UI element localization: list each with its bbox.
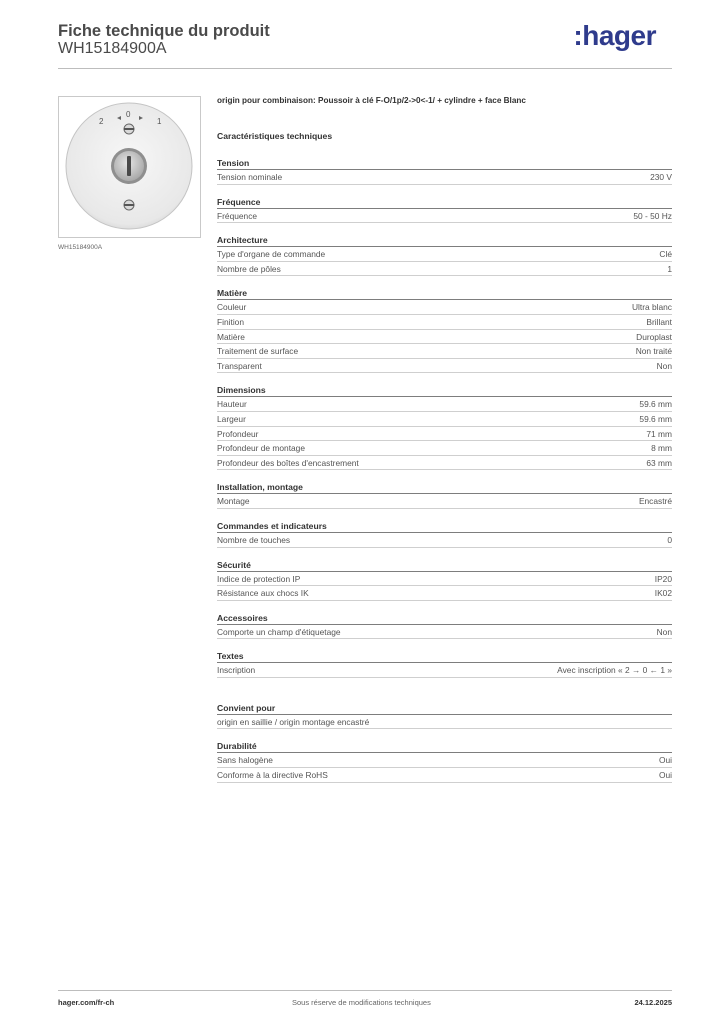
header-divider — [58, 68, 672, 69]
dial-label-0: 0 — [126, 110, 131, 119]
spec-row — [217, 441, 672, 456]
spec-value: Encastré — [638, 496, 672, 507]
spec-row — [217, 715, 672, 730]
page-header — [58, 20, 672, 70]
group-title: Convient pour — [217, 701, 672, 715]
spec-row — [217, 300, 672, 315]
spec-label: Profondeur — [217, 428, 259, 439]
group-textes — [217, 649, 672, 678]
spec-label: Nombre de touches — [217, 534, 291, 545]
group-frequence — [217, 195, 672, 224]
spec-value: 59.6 mm — [639, 399, 672, 410]
group-commandes — [217, 519, 672, 548]
group-convient-pour — [217, 701, 672, 730]
spec-row — [217, 768, 672, 783]
document-title: Fiche technique du produit — [58, 22, 270, 40]
spec-label: Montage — [217, 496, 250, 507]
spec-value: Oui — [658, 770, 672, 781]
group-tension — [217, 156, 672, 185]
spec-row — [217, 397, 672, 412]
spec-value: Non — [656, 360, 672, 371]
spec-label: Comporte un champ d'étiquetage — [217, 626, 341, 637]
spec-value: IK02 — [654, 588, 672, 599]
group-title: Fréquence — [217, 195, 672, 209]
group-dimensions — [217, 383, 672, 470]
spec-value: 71 mm — [646, 428, 672, 439]
group-title: Durabilité — [217, 739, 672, 753]
product-reference: WH15184900A — [58, 40, 167, 57]
spec-row — [217, 170, 672, 185]
spec-value: Non — [656, 626, 672, 637]
spec-label: Transparent — [217, 360, 262, 371]
spec-label: Largeur — [217, 413, 246, 424]
spec-row — [217, 330, 672, 345]
spec-label: Hauteur — [217, 399, 247, 410]
spec-value: 59.6 mm — [639, 413, 672, 424]
group-title: Dimensions — [217, 383, 672, 397]
spec-row — [217, 412, 672, 427]
spec-value: 0 — [667, 534, 672, 545]
spec-value: Avec inscription « 2 → 0 ← 1 » — [557, 665, 672, 676]
footer-notice: Sous réserve de modifications techniques — [292, 998, 431, 1007]
spec-value: 230 V — [650, 172, 672, 182]
image-caption: WH15184900A — [58, 244, 103, 251]
footer-date: 24.12.2025 — [634, 998, 672, 1007]
spec-value: 50 - 50 Hz — [633, 210, 672, 221]
group-securite — [217, 558, 672, 601]
spec-label: Profondeur de montage — [217, 443, 305, 454]
product-description: origin pour combinaison: Poussoir à clé F-O/1p/2->0<-1/ + cylindre + face Blanc — [217, 96, 526, 105]
group-title: Commandes et indicateurs — [217, 519, 672, 533]
spec-label: Résistance aux chocs IK — [217, 588, 309, 599]
website-link[interactable]: hager.com/fr-ch — [58, 998, 115, 1007]
spec-label: Inscription — [217, 665, 256, 676]
spec-label: Matière — [217, 331, 245, 342]
spec-label: Traitement de surface — [217, 346, 299, 357]
spec-value: Clé — [659, 249, 672, 260]
spec-label: Nombre de pôles — [217, 263, 281, 274]
spec-label: Tension nominale — [217, 172, 283, 182]
group-title: Matière — [217, 286, 672, 300]
spec-row — [217, 456, 672, 471]
group-title: Tension — [217, 156, 672, 170]
spec-row — [217, 262, 672, 277]
spec-value: Brillant — [646, 316, 672, 327]
specs-heading: Caractéristiques techniques — [217, 131, 333, 141]
group-architecture — [217, 233, 672, 276]
spec-row — [217, 533, 672, 548]
spec-row — [217, 572, 672, 587]
spec-value: 63 mm — [646, 457, 672, 468]
group-matiere — [217, 286, 672, 373]
spec-row — [217, 247, 672, 262]
group-title: Installation, montage — [217, 480, 672, 494]
spec-row — [217, 344, 672, 359]
spec-row — [217, 427, 672, 442]
spec-value: Duroplast — [636, 331, 672, 342]
page-footer — [58, 996, 672, 1010]
spec-value: 1 — [667, 263, 672, 274]
spec-row — [217, 359, 672, 374]
spec-value: IP20 — [654, 573, 672, 584]
spec-label: Finition — [217, 316, 244, 327]
key-switch-illustration — [59, 97, 200, 237]
group-title: Sécurité — [217, 558, 672, 572]
spec-label: Sans halogène — [217, 755, 273, 766]
spec-value: Oui — [658, 755, 672, 766]
group-installation — [217, 480, 672, 509]
product-image — [58, 96, 201, 238]
group-title: Textes — [217, 649, 672, 663]
spec-value: Non traité — [635, 346, 672, 357]
spec-label: Conforme à la directive RoHS — [217, 770, 328, 781]
spec-label: Fréquence — [217, 210, 258, 221]
spec-row — [217, 315, 672, 330]
spec-label: Type d'organe de commande — [217, 249, 326, 260]
dial-label-1: 1 — [157, 117, 162, 126]
spec-label: Indice de protection IP — [217, 573, 301, 584]
footer-divider — [58, 990, 672, 991]
group-title: Accessoires — [217, 611, 672, 625]
spec-value: 8 mm — [651, 443, 672, 454]
group-durabilite — [217, 739, 672, 782]
spec-label: Couleur — [217, 302, 247, 313]
spec-value: Ultra blanc — [631, 302, 672, 313]
dial-label-2: 2 — [99, 117, 104, 126]
spec-label: origin en saillie / origin montage encastré — [217, 716, 370, 727]
spec-row — [217, 663, 672, 678]
hager-logo: :hager — [573, 20, 656, 51]
spec-row — [217, 209, 672, 224]
spec-row — [217, 753, 672, 768]
spec-content — [217, 96, 672, 783]
spec-row — [217, 586, 672, 601]
spec-row — [217, 625, 672, 640]
group-accessoires — [217, 611, 672, 640]
spec-row — [217, 494, 672, 509]
spec-label: Profondeur des boîtes d'encastrement — [217, 457, 359, 468]
group-title: Architecture — [217, 233, 672, 247]
